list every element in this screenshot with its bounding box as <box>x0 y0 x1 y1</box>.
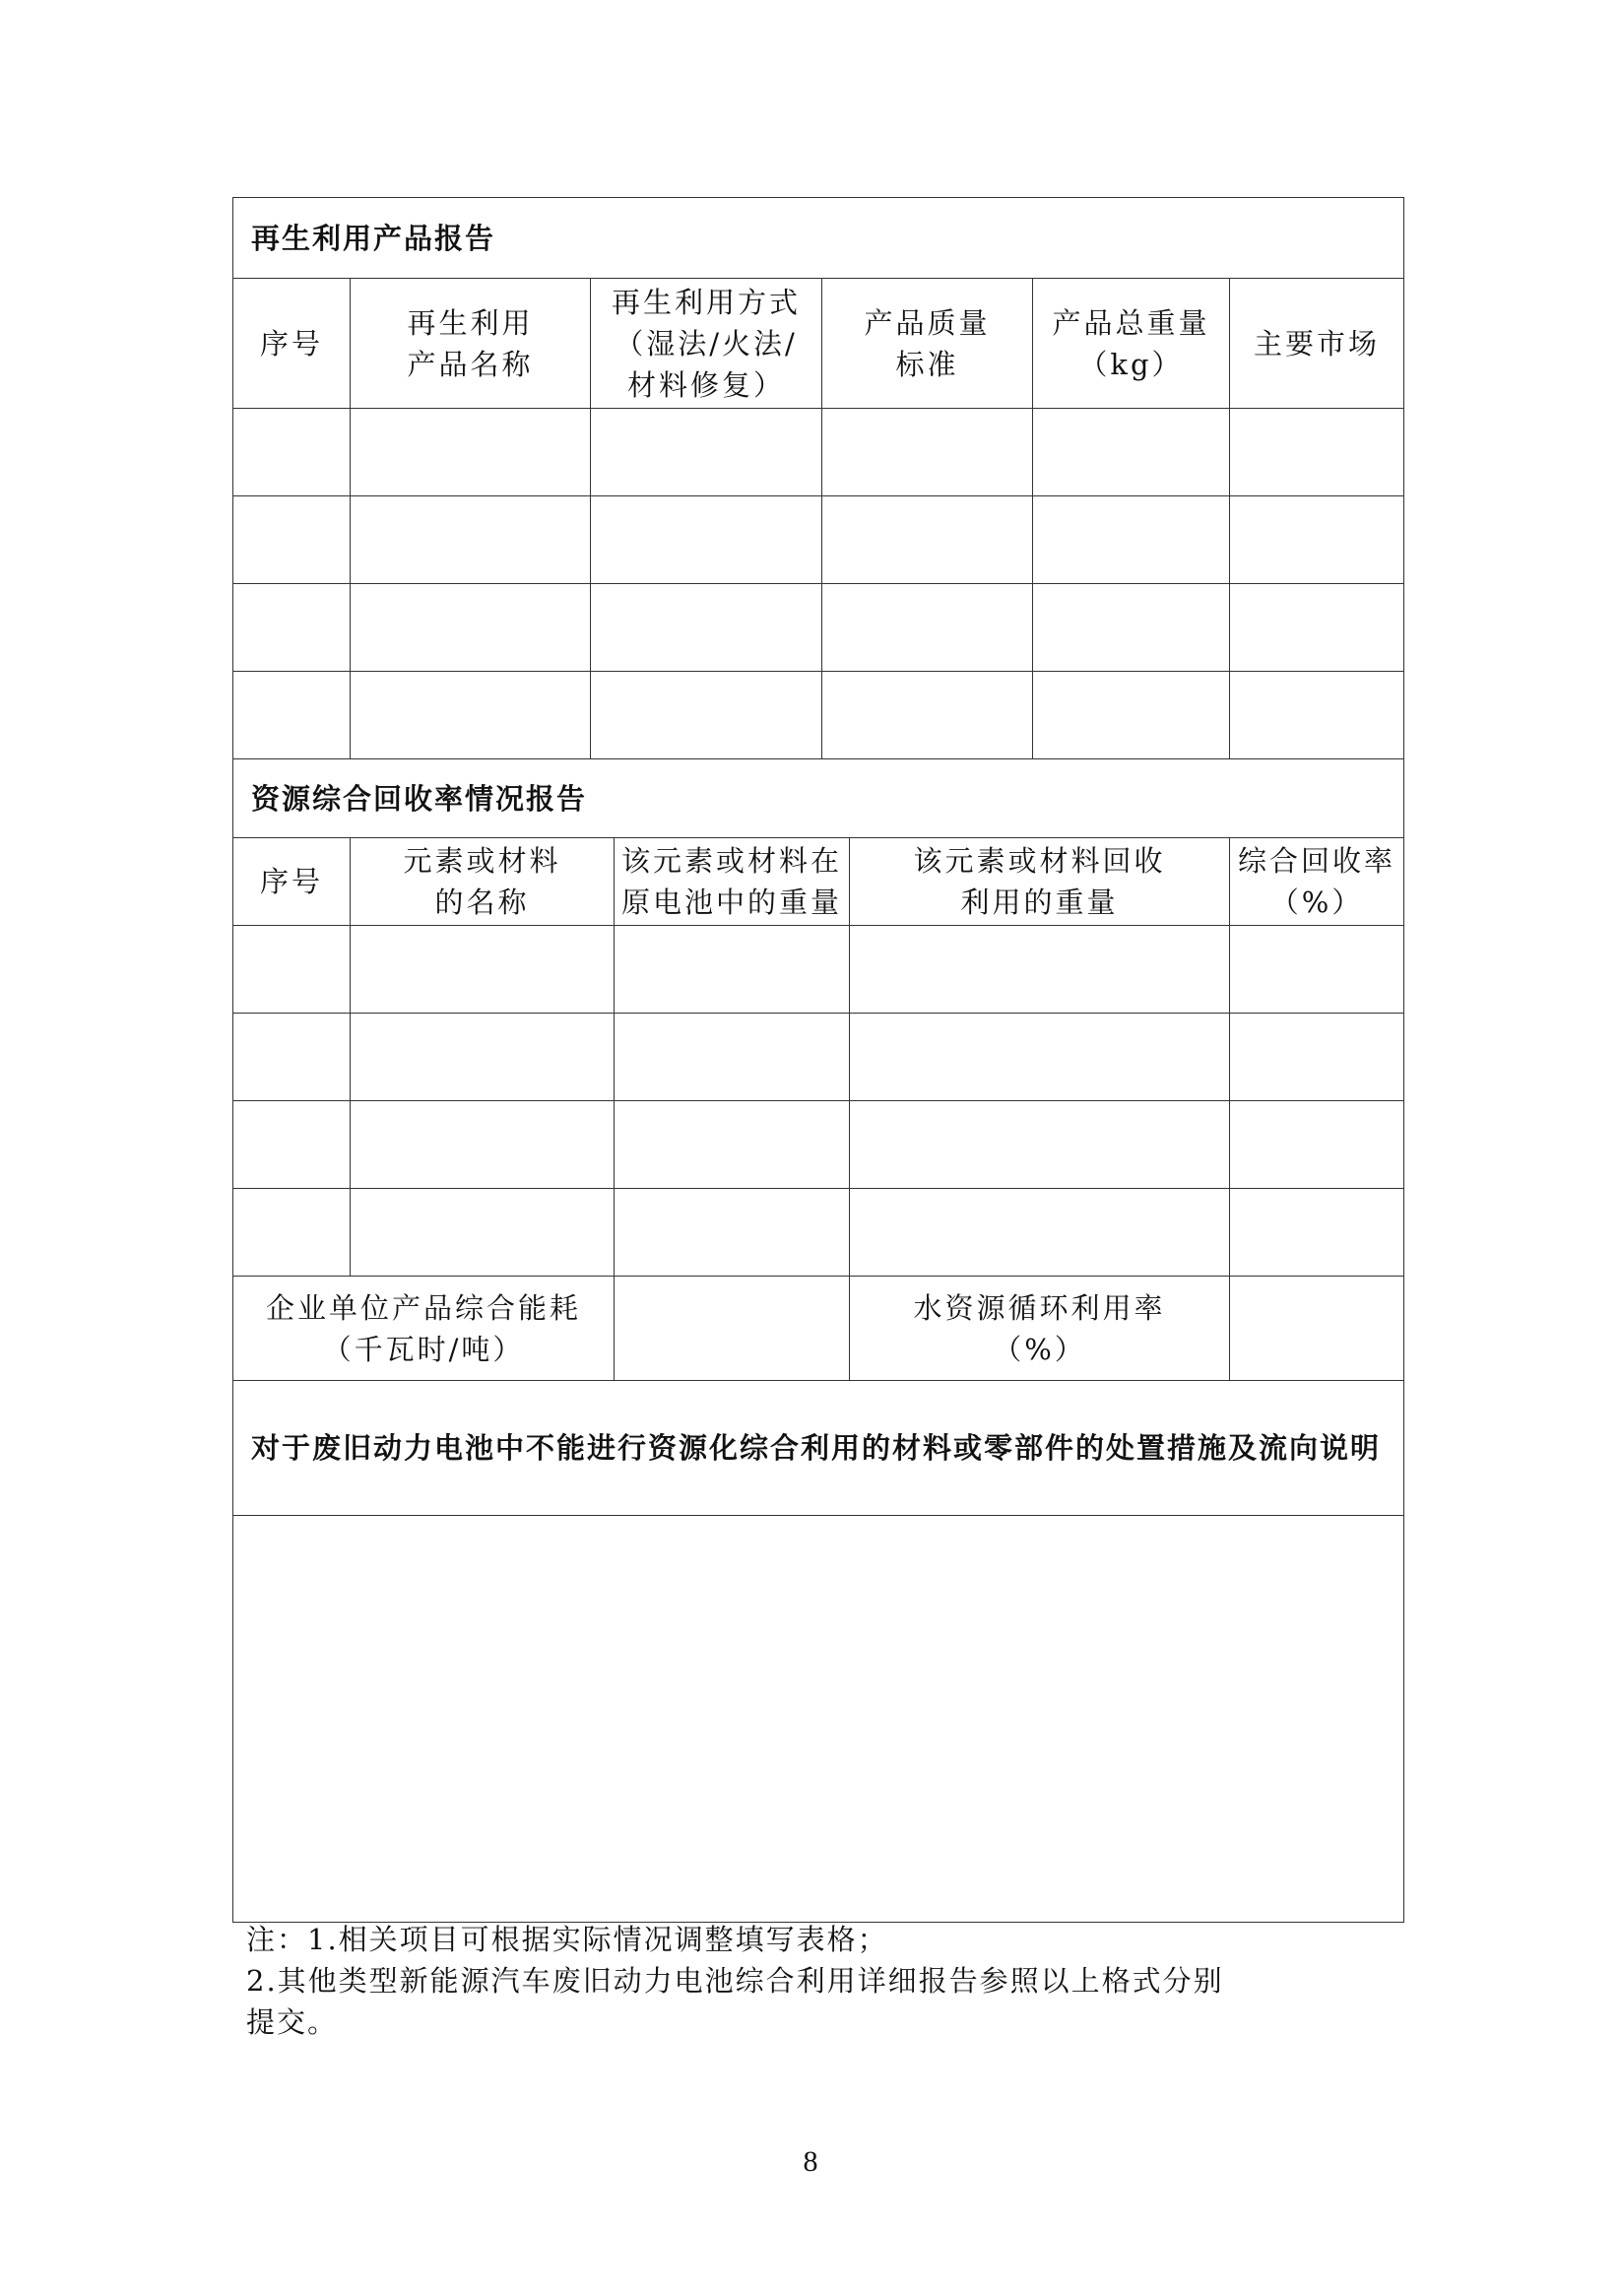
product-row <box>233 584 1404 672</box>
product-row <box>233 496 1404 584</box>
recovery-cell[interactable] <box>1230 926 1404 1014</box>
product-header-method: 再生利用方式 （湿法/火法/ 材料修复） <box>591 279 822 409</box>
recovery-row <box>233 926 1404 1014</box>
report-form-table <box>232 197 1404 1923</box>
product-header-market: 主要市场 <box>1230 279 1404 409</box>
product-header-index: 序号 <box>233 279 351 409</box>
recovery-cell[interactable] <box>351 1189 615 1277</box>
product-cell[interactable] <box>1033 409 1230 496</box>
product-cell[interactable] <box>1033 672 1230 759</box>
product-report-title: 再生利用产品报告 <box>233 198 1404 279</box>
product-cell[interactable] <box>233 584 351 672</box>
recovery-cell[interactable] <box>850 1014 1230 1101</box>
recovery-cell[interactable] <box>351 1101 615 1189</box>
product-cell[interactable] <box>351 584 591 672</box>
footnote: 注：1.相关项目可根据实际情况调整填写表格； 2.其他类型新能源汽车废旧动力电池综合利用详细报告参照以上格式分别 提交。 <box>246 1923 1224 2039</box>
page-number: 8 <box>803 2145 818 2178</box>
recovery-cell[interactable] <box>615 1189 850 1277</box>
product-header-weight: 产品总重量 （kg） <box>1033 279 1230 409</box>
energy-consumption-value[interactable] <box>615 1277 850 1381</box>
product-cell[interactable] <box>1230 672 1404 759</box>
recovery-header-rate: 综合回收率 （%） <box>1230 838 1404 926</box>
water-recycling-value[interactable] <box>1230 1277 1404 1381</box>
recovery-cell[interactable] <box>1230 1014 1404 1101</box>
recovery-cell[interactable] <box>233 1189 351 1277</box>
product-cell[interactable] <box>233 496 351 584</box>
recovery-cell[interactable] <box>233 1101 351 1189</box>
recovery-header-name: 元素或材料 的名称 <box>351 838 615 926</box>
recovery-cell[interactable] <box>850 1189 1230 1277</box>
product-cell[interactable] <box>822 584 1033 672</box>
product-cell[interactable] <box>822 496 1033 584</box>
recovery-cell[interactable] <box>850 1101 1230 1189</box>
recovery-cell[interactable] <box>233 1014 351 1101</box>
product-row <box>233 672 1404 759</box>
recovery-cell[interactable] <box>615 1101 850 1189</box>
disposal-content[interactable] <box>233 1516 1404 1923</box>
recovery-header-recycled-weight: 该元素或材料回收 利用的重量 <box>850 838 1230 926</box>
recovery-cell[interactable] <box>850 926 1230 1014</box>
recovery-cell[interactable] <box>615 1014 850 1101</box>
product-cell[interactable] <box>233 409 351 496</box>
recovery-cell[interactable] <box>351 926 615 1014</box>
recovery-cell[interactable] <box>1230 1101 1404 1189</box>
product-cell[interactable] <box>351 496 591 584</box>
recovery-cell[interactable] <box>615 926 850 1014</box>
product-cell[interactable] <box>233 672 351 759</box>
product-cell[interactable] <box>351 409 591 496</box>
product-cell[interactable] <box>1033 584 1230 672</box>
product-header-name: 再生利用 产品名称 <box>351 279 591 409</box>
product-cell[interactable] <box>591 584 822 672</box>
product-cell[interactable] <box>822 409 1033 496</box>
recovery-cell[interactable] <box>233 926 351 1014</box>
disposal-title: 对于废旧动力电池中不能进行资源化综合利用的材料或零部件的处置措施及流向说明 <box>233 1381 1404 1516</box>
product-cell[interactable] <box>1230 409 1404 496</box>
recovery-row <box>233 1189 1404 1277</box>
product-cell[interactable] <box>351 672 591 759</box>
product-cell[interactable] <box>822 672 1033 759</box>
energy-consumption-label: 企业单位产品综合能耗 （千瓦时/吨） <box>233 1277 615 1381</box>
recovery-cell[interactable] <box>1230 1189 1404 1277</box>
recovery-header-original-weight: 该元素或材料在 原电池中的重量 <box>615 838 850 926</box>
product-cell[interactable] <box>1230 496 1404 584</box>
product-header-quality: 产品质量 标准 <box>822 279 1033 409</box>
recovery-report-title: 资源综合回收率情况报告 <box>233 759 1404 838</box>
recovery-cell[interactable] <box>351 1014 615 1101</box>
product-cell[interactable] <box>591 409 822 496</box>
recovery-header-index: 序号 <box>233 838 351 926</box>
water-recycling-label: 水资源循环利用率 （%） <box>850 1277 1230 1381</box>
recovery-row <box>233 1101 1404 1189</box>
product-cell[interactable] <box>1033 496 1230 584</box>
recovery-row <box>233 1014 1404 1101</box>
product-cell[interactable] <box>591 496 822 584</box>
product-cell[interactable] <box>591 672 822 759</box>
product-cell[interactable] <box>1230 584 1404 672</box>
product-row <box>233 409 1404 496</box>
